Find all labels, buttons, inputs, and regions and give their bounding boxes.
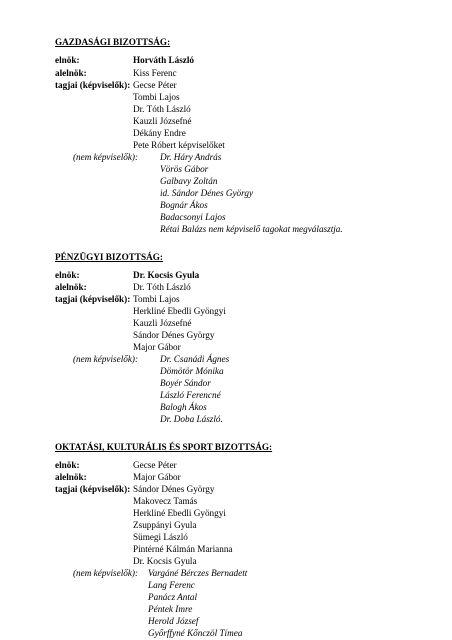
non-member-name: Boyér Sándor bbox=[160, 378, 211, 388]
member-name: Dékány Endre bbox=[133, 128, 186, 138]
members-label: tagjai (képviselők): bbox=[55, 294, 131, 304]
vice-chair-label: alelnök: bbox=[55, 282, 87, 292]
vice-chair-label: alelnök: bbox=[55, 68, 87, 78]
member-name: Tombi Lajos bbox=[133, 92, 180, 102]
non-member-name: László Ferencné bbox=[160, 390, 221, 400]
non-member-name: Vargáné Bérczes Bernadett bbox=[148, 568, 248, 578]
member-name: Herkliné Ebedli Gyöngyi bbox=[133, 306, 226, 316]
vice-chair-name: Major Gábor bbox=[133, 472, 181, 482]
non-members-label: (nem képviselők): bbox=[73, 568, 139, 578]
chair-label: elnök: bbox=[55, 270, 80, 280]
vice-chair-name: Dr. Tóth László bbox=[133, 282, 191, 292]
chair-name: Horváth László bbox=[133, 55, 194, 65]
non-member-name: Badacsonyi Lajos bbox=[160, 212, 226, 222]
member-name: Dr. Kocsis Gyula bbox=[133, 556, 197, 566]
member-name: Kauzli Józsefné bbox=[133, 318, 192, 328]
chair-name: Gecse Péter bbox=[133, 460, 177, 470]
vice-chair-label: alelnök: bbox=[55, 472, 87, 482]
chair-name: Dr. Kocsis Gyula bbox=[133, 270, 200, 280]
non-member-name: Bognár Ákos bbox=[160, 200, 208, 210]
member-name: Zsuppányi Gyula bbox=[133, 520, 197, 530]
member-name: Pintérné Kálmán Marianna bbox=[133, 544, 233, 554]
member-name: Makovecz Tamás bbox=[133, 496, 198, 506]
non-member-name: Dömötör Mónika bbox=[160, 366, 224, 376]
vice-chair-name: Kiss Ferenc bbox=[133, 68, 177, 78]
member-name: Sándor Dénes György bbox=[133, 484, 215, 494]
non-member-name: Balogh Ákos bbox=[160, 402, 207, 412]
members-label: tagjai (képviselők): bbox=[55, 484, 131, 494]
non-members-label: (nem képviselők): bbox=[73, 152, 139, 162]
member-name: Pete Róbert képviselőket bbox=[133, 140, 225, 150]
non-member-name: id. Sándor Dénes György bbox=[160, 188, 254, 198]
member-name: Major Gábor bbox=[133, 342, 181, 352]
members-label: tagjai (képviselők): bbox=[55, 80, 131, 90]
section-heading: GAZDASÁGI BIZOTTSÁG: bbox=[55, 37, 171, 47]
member-name: Dr. Tóth László bbox=[133, 104, 191, 114]
non-member-name: Vörös Gábor bbox=[160, 164, 209, 174]
member-name: Tombi Lajos bbox=[133, 294, 180, 304]
section-heading: PÉNZÜGYI BIZOTTSÁG: bbox=[55, 252, 163, 262]
non-member-name: Rétai Balázs nem képviselő tagokat megválasztja. bbox=[160, 224, 343, 234]
member-name: Sándor Dénes György bbox=[133, 330, 215, 340]
chair-label: elnök: bbox=[55, 460, 80, 470]
non-member-name: Lang Ferenc bbox=[148, 580, 195, 590]
member-name: Kauzli Józsefné bbox=[133, 116, 192, 126]
member-name: Gecse Péter bbox=[133, 80, 177, 90]
non-member-name: Dr. Háry András bbox=[160, 152, 222, 162]
non-member-name: Péntek Imre bbox=[148, 604, 193, 614]
non-member-name: Herold József bbox=[148, 616, 199, 626]
non-member-name: Galbavy Zoltán bbox=[160, 176, 218, 186]
non-members-label: (nem képviselők): bbox=[73, 354, 139, 364]
section-heading: OKTATÁSI, KULTURÁLIS ÉS SPORT BIZOTTSÁG: bbox=[55, 442, 273, 452]
non-member-name: Dr. Doba László. bbox=[160, 414, 223, 424]
member-name: Sümegi László bbox=[133, 532, 188, 542]
non-member-name: Győrffyné Kőnczöl Tímea bbox=[148, 628, 243, 638]
chair-label: elnök: bbox=[55, 55, 80, 65]
non-member-name: Panácz Antal bbox=[148, 592, 198, 602]
non-member-name: Dr. Csanádi Ágnes bbox=[160, 354, 230, 364]
member-name: Herkliné Ebedli Gyöngyi bbox=[133, 508, 226, 518]
